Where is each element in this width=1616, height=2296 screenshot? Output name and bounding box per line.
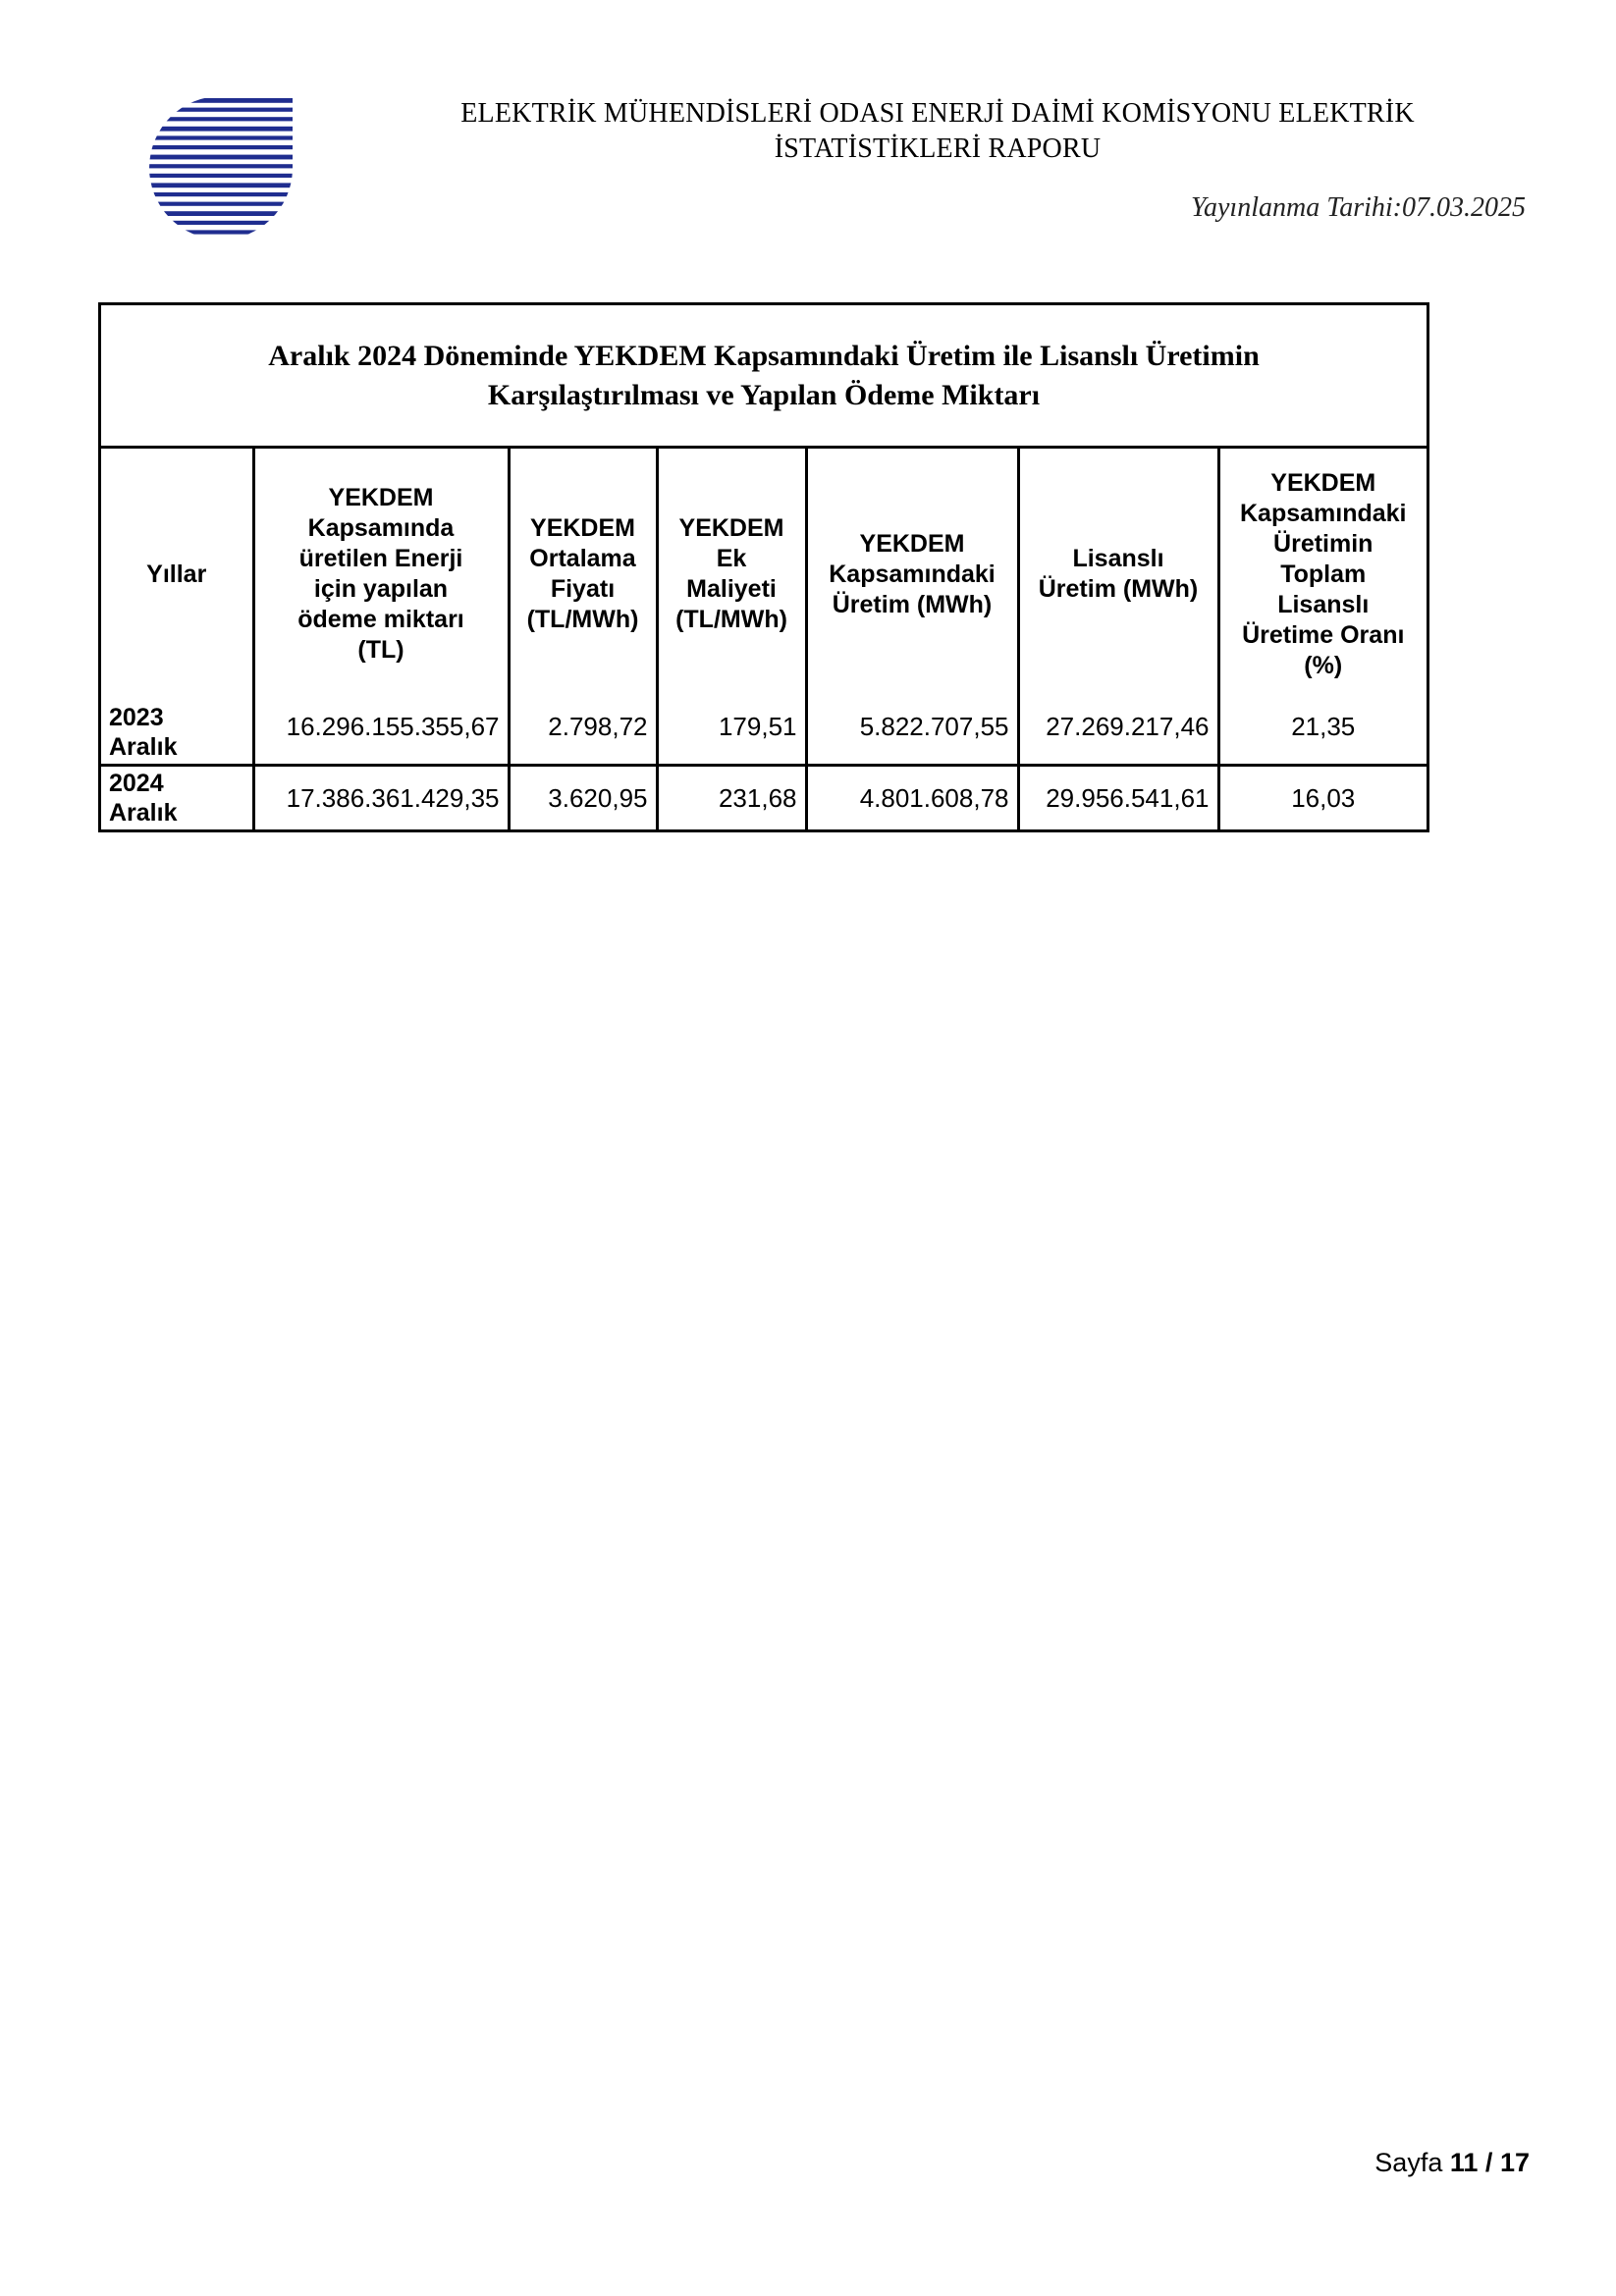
- table-header-row: [101, 449, 1427, 690]
- logo-stripe: [147, 164, 295, 168]
- table-row: [101, 690, 1427, 765]
- header-line: (%): [1304, 651, 1343, 679]
- header-extra-cost: [657, 449, 806, 690]
- header-line: (TL/MWh): [675, 606, 787, 633]
- cell-extra-cost: 231,68: [657, 765, 806, 829]
- header-avg-price: [509, 449, 657, 690]
- page-separator: /: [1484, 2148, 1493, 2177]
- header-line: Kapsamındaki: [1239, 499, 1407, 527]
- logo-stripe: [147, 145, 295, 149]
- logo-stripe: [147, 174, 295, 178]
- table-row: [101, 765, 1427, 829]
- header-ratio: [1218, 449, 1427, 690]
- report-title: [353, 96, 1522, 167]
- logo-stripe: [147, 183, 295, 187]
- table-title-line2: Karşılaştırılması ve Yapılan Ödeme Miktarı: [487, 378, 1041, 411]
- header-line: Kapsamında: [307, 514, 455, 542]
- logo-stripe: [147, 117, 295, 121]
- yekdem-comparison-table: [98, 302, 1429, 832]
- header-line: Toplam: [1280, 560, 1367, 588]
- header-line: (TL): [357, 636, 404, 664]
- logo-stripe: [147, 135, 295, 139]
- logo-stripe: [147, 221, 295, 225]
- report-title-line1: ELEKTRİK MÜHENDİSLERİ ODASI ENERJİ DAİMİ KOMİSYONU ELEKTRİK: [460, 98, 1415, 129]
- report-title-line2: İSTATİSTİKLERİ RAPORU: [774, 133, 1102, 164]
- data-table: [101, 449, 1427, 829]
- logo-stripe: [147, 192, 295, 196]
- logo-stripe: [147, 127, 295, 132]
- page-number: [1374, 2148, 1530, 2178]
- header-line: YEKDEM: [328, 484, 434, 511]
- page-label: Sayfa: [1374, 2148, 1443, 2177]
- cell-ratio: 16,03: [1218, 765, 1427, 829]
- table-title: [101, 305, 1427, 449]
- cell-licensed-production: 29.956.541,61: [1018, 765, 1218, 829]
- header-line: YEKDEM: [1270, 468, 1376, 497]
- header-line: ödeme miktarı: [297, 606, 464, 633]
- cell-year: 2023 Aralık: [109, 703, 178, 761]
- header-line: Üretim (MWh): [1038, 575, 1199, 603]
- header-line: Ortalama: [529, 545, 636, 572]
- header-licensed-production: [1018, 449, 1218, 690]
- cell-licensed-production: 27.269.217,46: [1018, 690, 1218, 765]
- header-line: Ek: [716, 545, 747, 572]
- header-line: Maliyeti: [686, 575, 777, 603]
- cell-payment: 16.296.155.355,67: [253, 690, 509, 765]
- logo-stripe: [147, 98, 295, 103]
- header-line: Lisanslı: [1072, 545, 1164, 572]
- header-line: YEKDEM: [678, 514, 784, 542]
- emo-logo: [147, 96, 295, 240]
- cell-yekdem-production: 4.801.608,78: [806, 765, 1018, 829]
- cell-year: 2024 Aralık: [101, 765, 253, 829]
- logo-stripe: [147, 211, 295, 216]
- publication-date: Yayınlanma Tarihi:07.03.2025: [1191, 192, 1526, 223]
- header-line: Üretime Oranı: [1242, 620, 1405, 649]
- header-yekdem-production: [806, 449, 1018, 690]
- header-line: için yapılan: [313, 575, 449, 603]
- table-title-line1: Aralık 2024 Döneminde YEKDEM Kapsamındaki Üretim ile Lisanslı Üretimin: [268, 339, 1260, 372]
- cell-avg-price: 2.798,72: [509, 690, 657, 765]
- header-line: Üretim (MWh): [832, 590, 993, 618]
- header-line: Fiyatı: [550, 575, 616, 603]
- logo-stripe: [147, 108, 295, 112]
- logo-stripe: [147, 155, 295, 160]
- cell-ratio: 21,35: [1218, 690, 1427, 765]
- page-total: 17: [1499, 2148, 1530, 2177]
- header-years: Yıllar: [146, 560, 207, 588]
- cell-avg-price: 3.620,95: [509, 765, 657, 829]
- header-line: Kapsamındaki: [829, 560, 996, 588]
- header-payment: [253, 449, 509, 690]
- header-line: YEKDEM: [530, 514, 635, 542]
- logo-stripe: [147, 202, 295, 206]
- page-current: 11: [1449, 2148, 1479, 2177]
- logo-stripe: [147, 230, 295, 234]
- header-line: üretilen Enerji: [298, 545, 463, 572]
- header-line: YEKDEM: [859, 529, 965, 558]
- cell-yekdem-production: 5.822.707,55: [806, 690, 1018, 765]
- cell-payment: 17.386.361.429,35: [253, 765, 509, 829]
- header-line: Üretimin: [1273, 529, 1374, 558]
- cell-extra-cost: 179,51: [657, 690, 806, 765]
- header-line: (TL/MWh): [526, 606, 639, 633]
- header-line: Lisanslı: [1277, 590, 1370, 618]
